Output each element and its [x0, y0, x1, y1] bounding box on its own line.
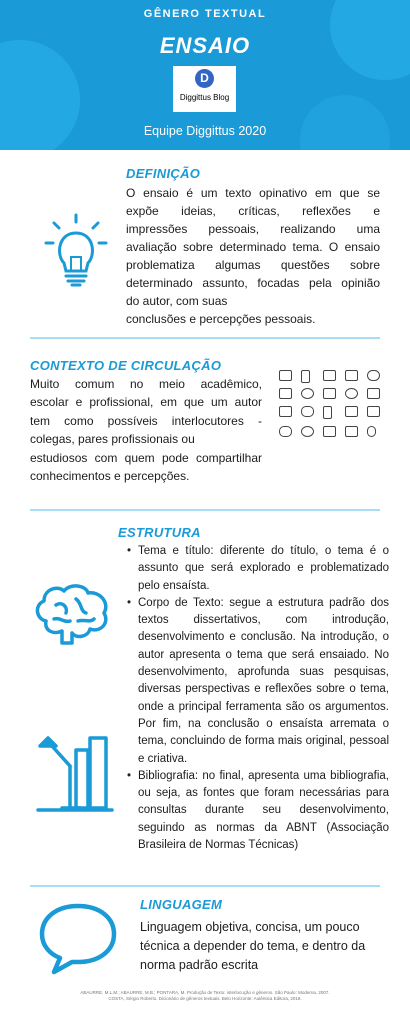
logo-text: Diggittus Blog [179, 93, 230, 102]
estrutura-title: ESTRUTURA [118, 525, 201, 540]
mouse-icon [301, 406, 314, 417]
header-banner [0, 0, 410, 150]
text-line: avaliação sobre determinado tema. O ensaio [126, 240, 380, 254]
microphone-icon [367, 426, 376, 437]
section-divider [30, 337, 380, 339]
light-bulb-icon [44, 213, 108, 289]
monitor-icon [279, 370, 292, 381]
fan-icon [345, 388, 358, 399]
text-line: Linguagem objetiva, concisa, um pouco [140, 920, 360, 934]
genre-label: GÊNERO TEXTUAL [143, 8, 267, 20]
reference-line: ABAURRE, M.L.M.; ABAURRE, M.B.; PONTARA, M. Produção de Texto: interlocução e gêneros. São Paulo: Moderna, 2007. [80, 990, 330, 995]
speech-bubble-icon [36, 900, 120, 976]
media-devices-icon-grid [279, 370, 383, 442]
text-line: O ensaio é um texto opinativo em que se [126, 186, 380, 200]
text-line: do autor, com suas [126, 294, 228, 308]
text-line: colegas, pares profissionais ou [30, 432, 195, 447]
laptop-icon [323, 370, 336, 381]
text-line: determinado assunto, focadas pela opinião [126, 276, 380, 290]
camera-icon [345, 406, 358, 417]
text-line: técnica a depender do tema, e dentro da [140, 939, 366, 953]
webcam-icon [301, 426, 314, 437]
text-line: expõe ideias, críticas, reflexões e [126, 204, 380, 218]
team-label: Equipe Diggittus 2020 [143, 124, 267, 138]
reference-line: COSTA, Sérgio Roberto. Dicionário de gêneros textuais. Belo Horizonte: Autêntica Editora, 2018. [108, 996, 302, 1001]
desk-lamp-books-icon [36, 732, 114, 812]
text-line: impressões pessoais, realizando uma [126, 222, 380, 236]
definicao-text [126, 184, 380, 328]
logo-letter: D [195, 69, 214, 88]
text-line: norma padrão escrita [140, 958, 259, 972]
speaker-icon [367, 388, 380, 399]
gamepad-icon [279, 426, 292, 437]
linguagem-title: LINGUAGEM [140, 897, 223, 912]
definicao-title: DEFINIÇÃO [126, 166, 201, 181]
blog-logo [173, 66, 236, 112]
text-line: conclusões e percepções pessoais. [126, 312, 316, 326]
estrutura-list [126, 543, 389, 854]
headphones-icon [367, 370, 380, 381]
list-item: • Corpo de Texto: segue a estrutura padrão dos textos dissertativos, com introdução, desenvolvimento e conclusão. Na introdução, o autor apresenta o tema que será ensaiado. No desenvolvimento, aprofunda suas pesquisas, diversas perspectivas e reflexões sobre o tema, onde a principal ferramenta são os argumentos. Por fim, na conclusão o ensaísta arremata o tema, concluindo de forma mais original, pessoal e criativa. [126, 595, 389, 768]
battery-icon [279, 406, 292, 417]
references [20, 990, 390, 1002]
disc-icon [301, 388, 314, 399]
phone-icon [301, 370, 310, 383]
decorative-circle [300, 95, 390, 150]
text-line: problematiza algumas questões sobre [126, 258, 380, 272]
text-line: escolar e profissional, em que um autor [30, 395, 262, 410]
printer-icon [279, 388, 292, 399]
page-title: ENSAIO [159, 33, 251, 58]
list-item: • Bibliografia: no final, apresenta uma bibliografia, ou seja, as fontes que foram necessárias para consultas durante seu desenvolvimento, seguindo as normas da ABNT (Associação Brasileira de Normas Técnicas) [126, 768, 389, 854]
section-divider [30, 509, 380, 511]
tv-icon [345, 370, 358, 381]
router-icon [323, 426, 336, 437]
text-line: estudiosos com quem pode compartilhar [30, 450, 262, 465]
floppy-icon [323, 388, 336, 399]
keyboard-icon [367, 406, 380, 417]
text-line: Muito comum no meio acadêmico, [30, 377, 262, 391]
brain-icon [32, 581, 112, 645]
text-line: conhecimentos e percepções. [30, 469, 190, 484]
text-line: tem como possíveis interlocutores - [30, 413, 262, 428]
section-divider [30, 885, 380, 887]
tablet-icon [323, 406, 332, 419]
contexto-title: CONTEXTO DE CIRCULAÇÃO [30, 358, 222, 373]
list-item: • Tema e título: diferente do título, o tema é o assunto que será explorado e problematizado pelo ensaísta. [126, 543, 389, 595]
drone-icon [345, 426, 358, 437]
linguagem-text [140, 918, 390, 975]
contexto-text [30, 375, 262, 485]
